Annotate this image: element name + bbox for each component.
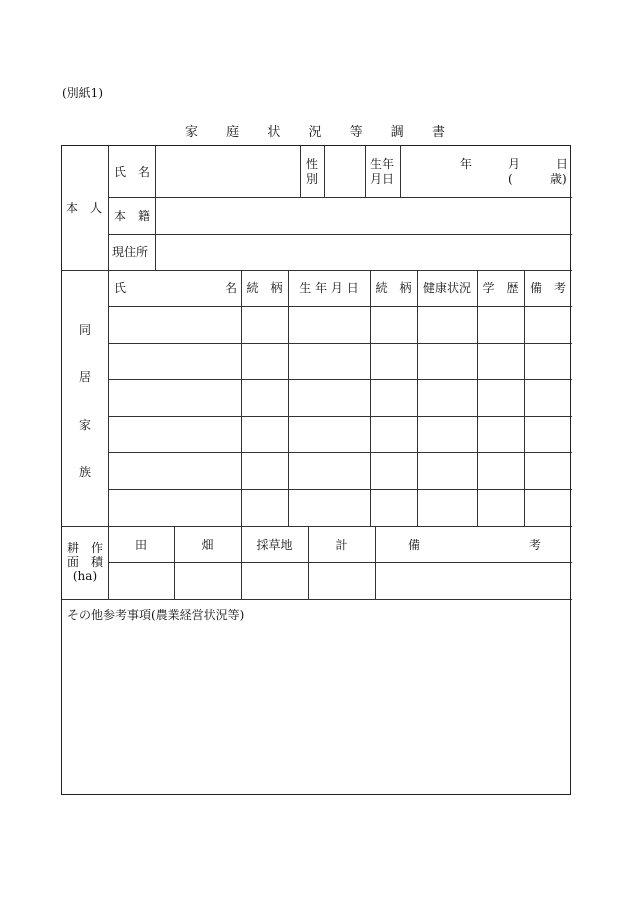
row-divider (108, 343, 572, 344)
land-header-total: 計 (335, 538, 348, 552)
family-header-name-left: 氏 (114, 281, 127, 295)
row-divider (108, 379, 572, 380)
title-char: 調 (390, 125, 404, 140)
section-divider (62, 270, 572, 271)
annex-label: (別紙1) (62, 86, 103, 100)
family-header-dob: 生 年 月 日 (299, 281, 359, 295)
row-divider (108, 197, 572, 198)
family-header-education: 学 歴 (482, 281, 519, 295)
column-divider (308, 526, 309, 599)
title-char: 等 (349, 125, 363, 140)
land-header-field: 畑 (201, 538, 214, 552)
column-divider (524, 270, 525, 526)
row-divider (108, 489, 572, 490)
column-divider (155, 146, 156, 270)
title-char: 家 (185, 125, 199, 140)
column-divider (400, 146, 401, 197)
land-area-unit: (ha) (72, 569, 98, 583)
column-divider (417, 270, 418, 526)
land-header-remarks-right: 考 (529, 538, 542, 552)
column-divider (370, 270, 371, 526)
land-header-rice-paddy: 田 (134, 538, 147, 552)
page-title (0, 121, 630, 140)
other-notes-label: その他参考事項(農業経営状況等) (67, 608, 245, 622)
age-unit: 歳) (550, 172, 567, 186)
column-divider (300, 146, 301, 197)
survey-form (61, 145, 571, 795)
column-divider (324, 146, 325, 197)
family-header-relation-2: 続 柄 (375, 281, 412, 295)
column-divider (365, 146, 366, 197)
title-char: 書 (431, 125, 445, 140)
dob-day-unit: 日 (556, 157, 569, 171)
domicile-label: 本 籍 (114, 209, 151, 223)
row-divider (108, 306, 572, 307)
sex-label-bottom: 別 (306, 172, 319, 186)
land-header-remarks-left: 備 (408, 538, 421, 552)
sex-label-top: 性 (306, 157, 319, 171)
column-divider (241, 526, 242, 599)
row-divider (108, 562, 572, 563)
column-divider (174, 526, 175, 599)
family-header-relation: 続 柄 (246, 281, 283, 295)
section-divider (62, 526, 572, 527)
section-column-divider (108, 146, 109, 599)
family-header-remarks: 備 考 (529, 281, 566, 295)
address-label: 現住所 (112, 245, 149, 259)
dob-label-top: 生年 (370, 157, 395, 171)
row-divider (108, 452, 572, 453)
dob-year-unit: 年 (460, 157, 473, 171)
family-header-health: 健康状況 (422, 281, 471, 295)
title-char: 庭 (226, 125, 240, 140)
family-header-name-right: 名 (225, 281, 238, 295)
section-divider (62, 599, 572, 600)
column-divider (375, 526, 376, 599)
family-section-char: 居 (78, 370, 91, 384)
land-area-label-line1: 耕 作 (66, 541, 103, 555)
title-char: 状 (267, 125, 281, 140)
row-divider (108, 234, 572, 235)
title-char: 況 (308, 125, 322, 140)
family-section-char: 族 (78, 465, 91, 479)
column-divider (241, 270, 242, 526)
column-divider (288, 270, 289, 526)
dob-month-unit: 月 (508, 157, 521, 171)
family-section-char: 同 (78, 323, 91, 337)
dob-label-bottom: 月日 (370, 172, 395, 186)
age-open-paren: ( (508, 172, 513, 186)
name-label: 氏 名 (114, 165, 151, 179)
self-section-label: 本 人 (66, 201, 103, 215)
land-header-pasture: 採草地 (256, 538, 293, 552)
row-divider (108, 416, 572, 417)
family-section-char: 家 (78, 418, 91, 432)
land-area-label-line2: 面 積 (66, 555, 103, 569)
column-divider (477, 270, 478, 526)
